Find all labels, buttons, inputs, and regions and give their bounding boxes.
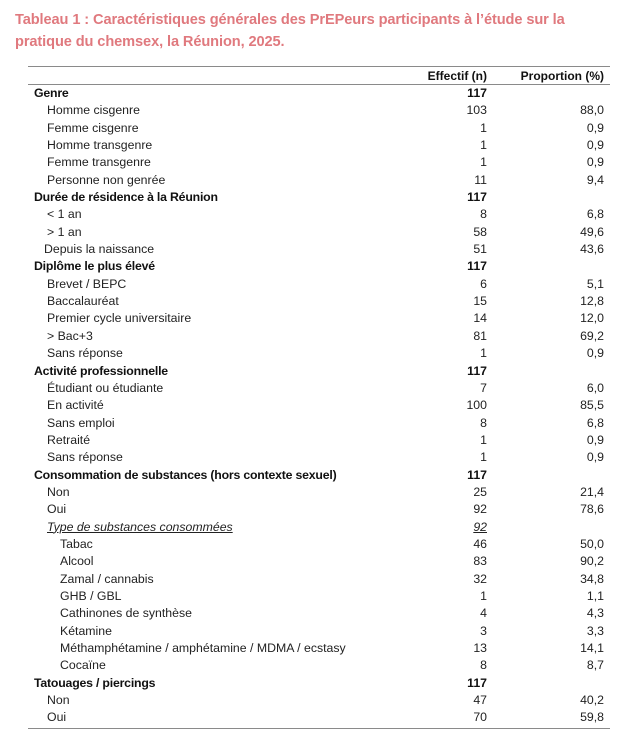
table-row	[28, 484, 610, 501]
row-effectif: 117	[467, 190, 487, 205]
row-effectif: 117	[467, 675, 487, 690]
row-effectif: 8	[480, 658, 487, 673]
row-label: Zamal / cannabis	[60, 571, 154, 586]
row-label: Étudiant ou étudiante	[47, 380, 164, 395]
row-effectif: 25	[473, 484, 487, 499]
row-label: En activité	[47, 398, 104, 413]
row-effectif: 1	[480, 432, 487, 447]
table-row	[28, 397, 610, 414]
row-effectif: 1	[480, 138, 487, 153]
row-effectif: 70	[473, 710, 487, 725]
table-section-row	[28, 258, 610, 275]
table-section-row	[28, 675, 610, 692]
row-proportion: 6,8	[586, 415, 604, 430]
row-proportion: 0,9	[586, 120, 604, 135]
table-row	[28, 692, 610, 709]
row-proportion: 21,4	[580, 484, 604, 499]
table-body	[28, 85, 610, 727]
table-row	[28, 640, 610, 657]
row-label: Homme cisgenre	[47, 103, 140, 118]
row-effectif: 92	[473, 502, 487, 517]
table-row	[28, 588, 610, 605]
row-label: Femme transgenre	[47, 155, 151, 170]
row-effectif: 1	[480, 120, 487, 135]
table-row	[28, 536, 610, 553]
row-label: Type de substances consommées	[47, 519, 233, 534]
row-proportion: 14,1	[580, 641, 604, 655]
row-label: Baccalauréat	[47, 294, 119, 309]
row-effectif: 117	[467, 86, 487, 100]
row-effectif: 3	[480, 623, 487, 638]
row-proportion: 50,0	[580, 536, 604, 551]
row-proportion: 6,0	[586, 380, 604, 395]
row-proportion: 0,9	[586, 432, 604, 447]
row-proportion: 85,5	[580, 398, 604, 413]
table-row	[28, 310, 610, 327]
table-row	[28, 553, 610, 570]
column-header-effectif: Effectif (n)	[427, 69, 487, 83]
row-proportion: 90,2	[580, 554, 604, 569]
row-effectif: 46	[473, 536, 487, 551]
row-proportion: 0,9	[586, 450, 604, 465]
row-label: Cocaïne	[60, 658, 106, 673]
table-row	[28, 571, 610, 588]
row-label: Brevet / BEPC	[47, 276, 127, 291]
row-effectif: 14	[473, 311, 487, 326]
row-effectif: 100	[466, 398, 487, 413]
row-label: Cathinones de synthèse	[60, 606, 192, 621]
row-effectif: 117	[467, 259, 487, 274]
table-top-rule	[28, 66, 610, 67]
row-effectif: 58	[473, 224, 487, 239]
row-effectif: 1	[480, 155, 487, 170]
row-label: Kétamine	[60, 623, 112, 638]
row-proportion: 1,1	[586, 588, 604, 603]
row-label: Durée de résidence à la Réunion	[34, 190, 218, 205]
table-section-row	[28, 189, 610, 206]
row-label: Diplôme le plus élevé	[34, 259, 155, 274]
row-effectif: 47	[473, 693, 487, 708]
table-row	[28, 432, 610, 449]
table-row	[28, 605, 610, 622]
row-effectif: 32	[473, 571, 487, 586]
row-proportion: 4,3	[586, 606, 604, 621]
row-proportion: 34,8	[580, 571, 604, 586]
table-row	[28, 137, 610, 154]
row-effectif: 11	[474, 172, 487, 187]
row-label: < 1 an	[47, 207, 82, 222]
row-proportion: 3,3	[586, 623, 604, 638]
row-proportion: 78,6	[580, 502, 604, 517]
table-row	[28, 449, 610, 466]
row-effectif: 103	[466, 103, 487, 118]
row-proportion: 0,9	[586, 138, 604, 153]
row-label: Depuis la naissance	[44, 242, 155, 257]
table-section-row	[28, 363, 610, 380]
row-proportion: 12,8	[580, 294, 604, 309]
row-label: Oui	[47, 710, 67, 725]
table-row	[28, 328, 610, 345]
row-proportion: 12,0	[580, 311, 604, 326]
table-row	[28, 623, 610, 640]
table-row	[28, 102, 610, 119]
row-effectif: 7	[480, 380, 487, 395]
row-label: Non	[47, 484, 70, 499]
table-row	[28, 657, 610, 674]
row-proportion: 40,2	[580, 693, 604, 708]
table-bottom-rule	[28, 728, 610, 729]
row-label: > 1 an	[47, 224, 82, 239]
row-label: Méthamphétamine / amphétamine / MDMA / ecstasy	[60, 641, 346, 655]
row-effectif: 4	[480, 606, 487, 621]
row-proportion: 0,9	[586, 346, 604, 361]
row-label: Oui	[47, 502, 67, 517]
row-label: Tabac	[60, 536, 93, 551]
row-effectif: 1	[480, 588, 487, 603]
row-effectif: 51	[473, 242, 487, 257]
row-label: Sans réponse	[47, 346, 123, 361]
row-proportion: 69,2	[580, 328, 604, 343]
row-proportion: 43,6	[580, 242, 604, 257]
table-row	[28, 709, 610, 726]
row-effectif: 92	[473, 519, 487, 534]
row-label: Femme cisgenre	[47, 120, 139, 135]
row-effectif: 15	[473, 294, 487, 309]
row-effectif: 13	[473, 641, 487, 655]
table-caption: Tableau 1 : Caractéristiques générales des PrEPeurs participants à l’étude sur la pratique du chemsex, la Réunion, 2025.	[15, 12, 565, 50]
table-row	[28, 224, 610, 241]
row-proportion: 59,8	[580, 710, 604, 725]
row-label: Consommation de substances (hors contexte sexuel)	[34, 467, 337, 482]
row-proportion: 5,1	[586, 276, 604, 291]
table-row	[28, 293, 610, 310]
row-proportion: 0,9	[586, 155, 604, 170]
table-row	[28, 380, 610, 397]
table-subheader-row	[28, 519, 610, 536]
table-row	[28, 501, 610, 518]
row-proportion: 88,0	[580, 103, 604, 118]
row-label: GHB / GBL	[60, 588, 122, 603]
table-row	[28, 241, 610, 258]
row-label: Homme transgenre	[47, 138, 153, 153]
table-row	[28, 154, 610, 171]
row-label: Sans réponse	[47, 450, 123, 465]
table-row	[28, 206, 610, 223]
row-effectif: 6	[480, 276, 487, 291]
row-effectif: 117	[467, 467, 487, 482]
row-label: Personne non genrée	[47, 172, 166, 187]
row-effectif: 8	[480, 415, 487, 430]
table-row	[28, 172, 610, 189]
row-effectif: 1	[480, 346, 487, 361]
row-label: Sans emploi	[47, 415, 115, 430]
row-label: Tatouages / piercings	[34, 675, 156, 690]
column-header-proportion: Proportion (%)	[520, 69, 604, 83]
row-effectif: 1	[480, 450, 487, 465]
row-effectif: 83	[473, 554, 487, 569]
row-label: Premier cycle universitaire	[47, 311, 192, 326]
table-row	[28, 345, 610, 362]
row-label: Genre	[34, 86, 69, 100]
row-label: Non	[47, 693, 70, 708]
row-proportion: 9,4	[586, 172, 604, 187]
row-label: Activité professionnelle	[34, 363, 168, 378]
table-row	[28, 120, 610, 137]
table-section-row	[28, 467, 610, 484]
row-label: Alcool	[60, 554, 94, 569]
table-row	[28, 415, 610, 432]
row-proportion: 6,8	[586, 207, 604, 222]
row-effectif: 117	[467, 363, 487, 378]
row-effectif: 81	[473, 328, 487, 343]
row-proportion: 49,6	[580, 224, 604, 239]
row-proportion: 8,7	[586, 658, 604, 673]
row-effectif: 8	[480, 207, 487, 222]
table-section-row	[28, 85, 610, 102]
table-row	[28, 276, 610, 293]
row-label: > Bac+3	[47, 328, 93, 343]
row-label: Retraité	[47, 432, 91, 447]
